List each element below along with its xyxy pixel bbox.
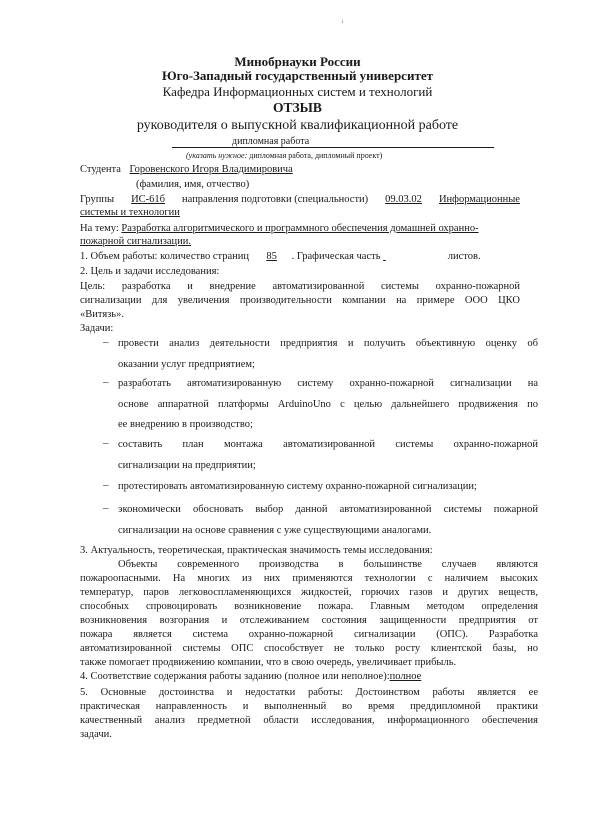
section4-line — [80, 670, 421, 683]
topic-label: На тему: — [80, 223, 119, 234]
direction-name-1: Информационные — [438, 194, 520, 205]
task-bullet: – — [103, 479, 109, 491]
work-type-note — [186, 151, 382, 160]
section3-line-4: способных спровоцировать возникновение пожара. Главным методом определения — [80, 601, 538, 612]
task-2-line-1: разработать автоматизированную систему охранно-пожарной сигнализации на — [118, 378, 538, 389]
section4-value: полное — [389, 671, 422, 682]
direction-code: 09.03.02 — [385, 194, 422, 205]
tasks-label: Задачи: — [80, 323, 114, 334]
goal-line-3: «Витязь». — [80, 309, 124, 320]
section3-line-7: автоматизированной системы ОПС способствует не только росту клиентской базы, но — [80, 643, 538, 654]
goal-line-2: сигнализации для увеличения производительности компании на примере ООО ЦКО — [80, 295, 520, 306]
task-bullet: – — [103, 502, 109, 514]
section3-line-8: также помогает продвижению компании, что в свою очередь, увеличивает прибыль. — [80, 657, 457, 668]
section5-line-3: качественный анализ предметной области исследования, информационного обеспечения — [80, 715, 538, 726]
section3-line-2: пожароопасными. На многих из них применяются технологии с наличием высоких — [80, 573, 538, 584]
task-bullet: – — [103, 437, 109, 449]
university-name: Юго-Западный государственный университет — [162, 68, 433, 83]
student-label: Студента — [80, 164, 121, 175]
direction-name-2: системы и технологии — [80, 207, 180, 218]
task-5-line-1: экономически обосновать выбор данной автоматизированной системы пожарной — [118, 504, 538, 515]
volume-label: 1. Объем работы: количество страниц — [80, 251, 249, 262]
work-type-note-text: дипломная работа, дипломный проект) — [249, 151, 383, 160]
student-line — [80, 163, 293, 176]
volume-pages: 85 — [266, 251, 277, 262]
group-value: ИС-61б — [131, 194, 166, 205]
section2-title: 2. Цель и задачи исследования: — [80, 266, 220, 277]
task-3-line-1: составить план монтажа автоматизированной системы охранно-пожарной — [118, 439, 538, 450]
section5-line-2: практическая направленность и выполненный во время преддипломной практики — [80, 701, 538, 712]
document-title: ОТЗЫВ — [273, 100, 322, 115]
volume-sheets-label: листов. — [447, 251, 481, 262]
task-2-line-3: ее внедрению в производство; — [118, 419, 253, 430]
volume-line — [80, 250, 481, 263]
work-type-underline — [172, 147, 494, 148]
work-type-note-italic: (указать нужное: — [186, 151, 248, 160]
work-type: дипломная работа — [232, 136, 310, 147]
section3-line-5: возникновения возгорания и отслеживанием состояния защищенности предприятия от — [80, 615, 538, 626]
ministry-name: Минобрнауки России — [234, 54, 361, 69]
group-label: Группы — [80, 194, 115, 205]
section3-line-6: пожара является система охранно-пожарной сигнализации (ОПС). Разработка — [80, 629, 538, 640]
topic-line-1 — [80, 222, 479, 235]
document-subtitle: руководителя о выпускной квалификационной работе — [136, 118, 459, 133]
group-line — [80, 193, 520, 206]
topic-text-1: Разработка алгоритмического и программного обеспечения домашней охранно- — [121, 223, 479, 234]
task-3-line-2: сигнализации на предприятии; — [118, 460, 256, 471]
section5-line-4: задачи. — [80, 729, 112, 740]
section4-title: 4. Соответствие содержания работы заданию (полное или неполное): — [80, 671, 390, 682]
task-1-line-1: провести анализ деятельности предприятия и получить объективную оценку об — [118, 338, 538, 349]
student-name-note: (фамилия, имя, отчество) — [136, 179, 250, 190]
volume-graphic-label: . Графическая часть — [291, 251, 381, 262]
scan-mark: ᵢ — [342, 14, 344, 24]
task-bullet: – — [103, 336, 109, 348]
task-5-line-2: сигнализации на основе сравнения с уже существующими аналогами. — [118, 525, 432, 536]
topic-text-2: пожарной сигнализации. — [80, 236, 191, 247]
task-bullet: – — [103, 376, 109, 388]
department-name: Кафедра Информационных систем и технологий — [162, 84, 433, 99]
task-4-line-1: протестировать автоматизированную систему охранно-пожарной сигнализации; — [118, 481, 477, 492]
section3-title: 3. Актуальность, теоретическая, практическая значимость темы исследования: — [80, 545, 433, 556]
section3-line-1: Объекты современного производства в большинстве случаев являются — [118, 559, 538, 570]
goal-line-1: Цель: разработка и внедрение автоматизированной системы охранно-пожарной — [80, 281, 520, 292]
section5-line-1: 5. Основные достоинства и недостатки работы: Достоинством работы является ее — [80, 687, 538, 698]
task-1-line-2: оказании услуг предприятием; — [118, 359, 255, 370]
student-name: Горовенского Игоря Владимировича — [129, 164, 293, 175]
direction-label: направления подготовки (специальности) — [182, 194, 369, 205]
section3-line-3: температур, паров легковоспламеняющихся жидкостей, горючих газов и других веществ, — [80, 587, 538, 598]
task-2-line-2: основе аппаратной платформы ArduinoUno с целью дальнейшего продвижения по — [118, 399, 538, 410]
